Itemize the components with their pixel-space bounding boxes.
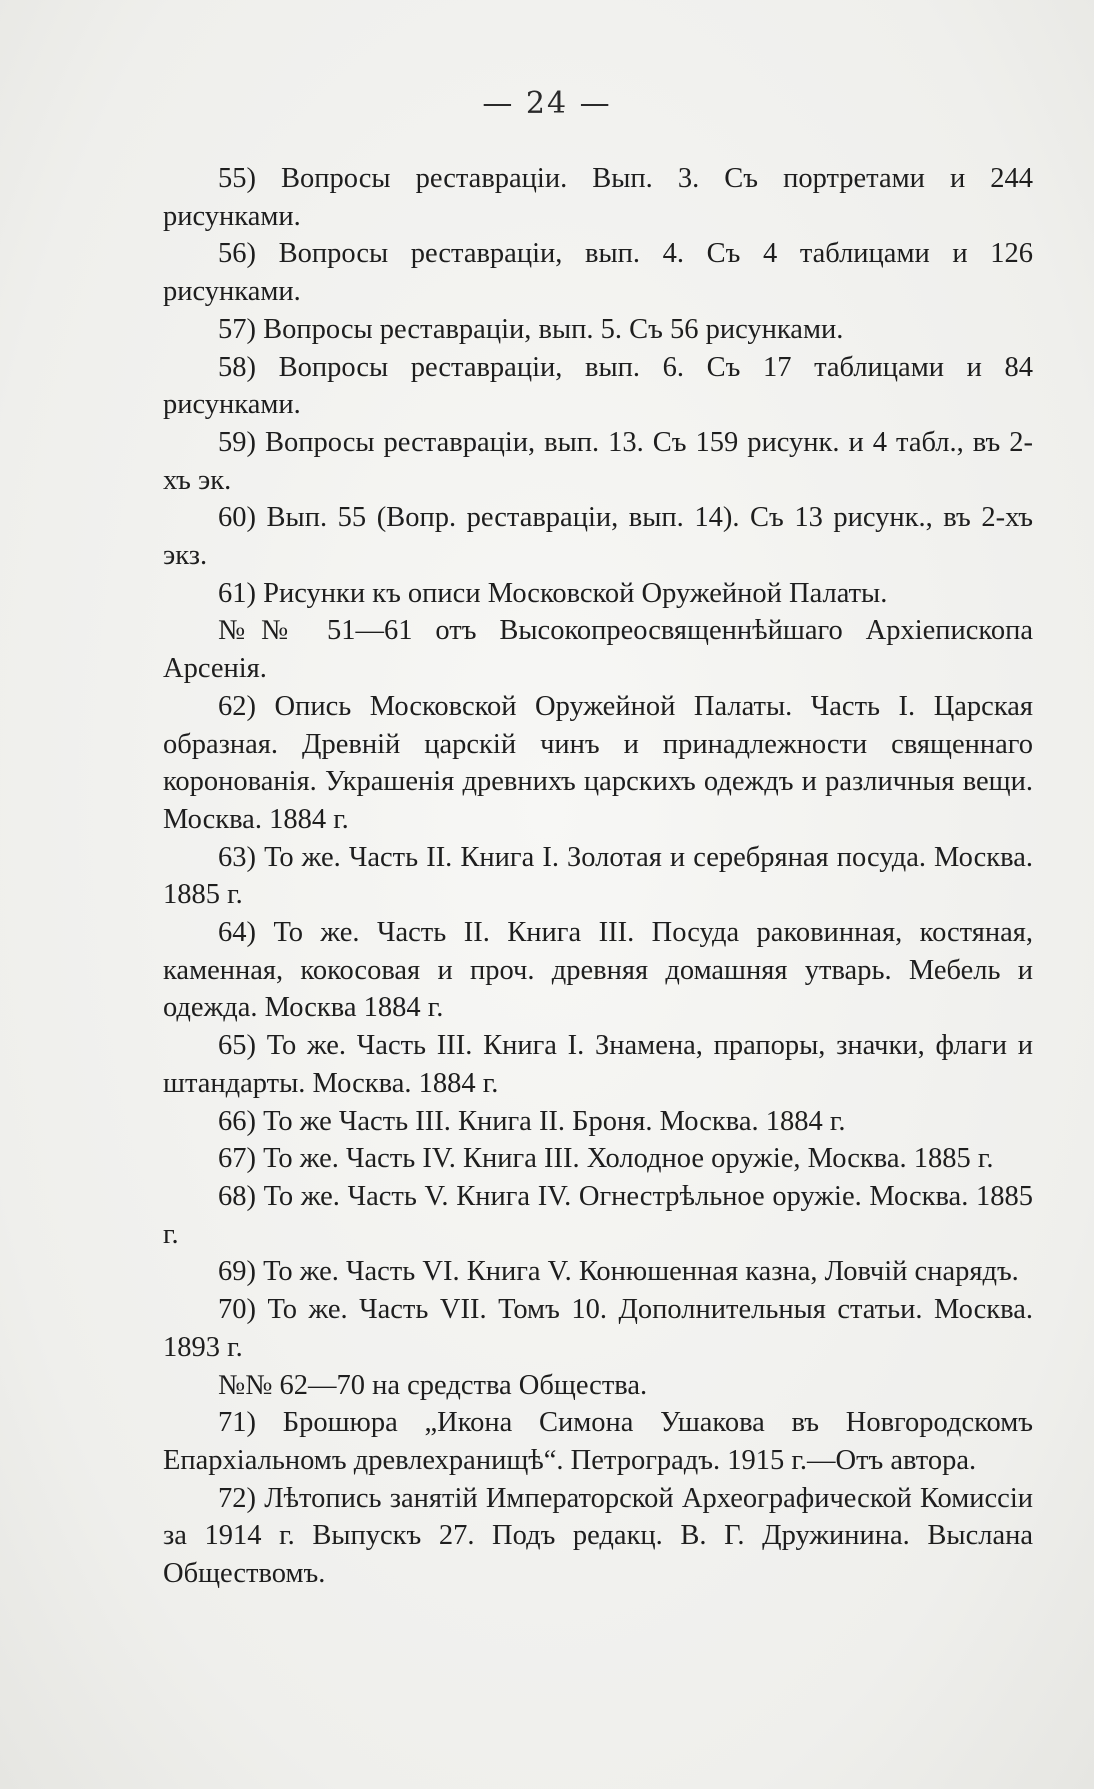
entry-list bbox=[163, 160, 1033, 1593]
list-item: 61) Рисунки къ описи Московской Оружейной Палаты. bbox=[218, 577, 888, 609]
list-item: 64) То же. Часть II. Книга III. Посуда раковинная, костяная, каменная, кокосовая и проч. древняя домашняя утварь. Мебель и одежда. Москва 1884 г. bbox=[163, 917, 1033, 1024]
list-item: 59) Вопросы реставраціи, вып. 13. Съ 159 рисунк. и 4 табл., въ 2-хъ эк. bbox=[163, 426, 1033, 496]
list-item: 55) Вопросы реставраціи. Вып. 3. Съ портретами и 244 рисунками. bbox=[163, 163, 1033, 232]
list-item: 63) То же. Часть II. Книга I. Золотая и серебряная посуда. Москва. 1885 г. bbox=[163, 841, 1033, 911]
list-item: 69) То же. Часть VI. Книга V. Конюшенная казна, Ловчій снарядъ. bbox=[218, 1256, 1019, 1288]
list-item: 62) Опись Московской Оружейной Палаты. Часть I. Царская образная. Древній царскій чинъ и принадлежности священнаго коронованія. Украшенія древнихъ царскихъ одеждъ и различныя вещи. Москва. 1884 г. bbox=[163, 690, 1033, 835]
list-item: 70) То же. Часть VII. Томъ 10. Дополнительныя статьи. Москва. 1893 г. bbox=[163, 1294, 1033, 1363]
list-item: 58) Вопросы реставраціи, вып. 6. Съ 17 таблицами и 84 рисунками. bbox=[163, 351, 1033, 421]
list-item: 57) Вопросы реставраціи, вып. 5. Съ 56 рисунками. bbox=[218, 313, 844, 345]
list-item: 67) То же. Часть IV. Книга III. Холодное оружіе, Москва. 1885 г. bbox=[218, 1143, 994, 1175]
list-item: 60) Вып. 55 (Вопр. реставраціи, вып. 14). Съ 13 рисунк., въ 2-хъ экз. bbox=[163, 502, 1033, 572]
list-item: 68) То же. Часть V. Книга IV. Огнестрѣльное оружіе. Москва. 1885 г. bbox=[163, 1180, 1033, 1250]
list-item: 71) Брошюра „Икона Симона Ушакова въ Новгородскомъ Епархіальномъ древлехранищѣ“. Петроградъ. 1915 г.—Отъ автора. bbox=[163, 1407, 1033, 1476]
list-item: 65) То же. Часть III. Книга I. Знамена, прапоры, значки, флаги и штандарты. Москва. 1884 г. bbox=[163, 1030, 1033, 1099]
list-item: 56) Вопросы реставраціи, вып. 4. Съ 4 таблицами и 126 рисунками. bbox=[163, 238, 1033, 308]
list-item: №№ 62—70 на средства Общества. bbox=[218, 1369, 648, 1401]
list-item: №№ 51—61 отъ Высокопреосвященнѣйшаго Архіепископа Арсенія. bbox=[163, 615, 1033, 685]
list-item: 72) Лѣтопись занятій Императорской Археографической Комиссіи за 1914 г. Выпускъ 27. Подъ редакц. В. Г. Дружинина. Выслана Обществомъ. bbox=[163, 1482, 1033, 1590]
page-number: — 24 — bbox=[482, 86, 612, 121]
list-item: 66) То же Часть III. Книга II. Броня. Москва. 1884 г. bbox=[218, 1105, 846, 1137]
